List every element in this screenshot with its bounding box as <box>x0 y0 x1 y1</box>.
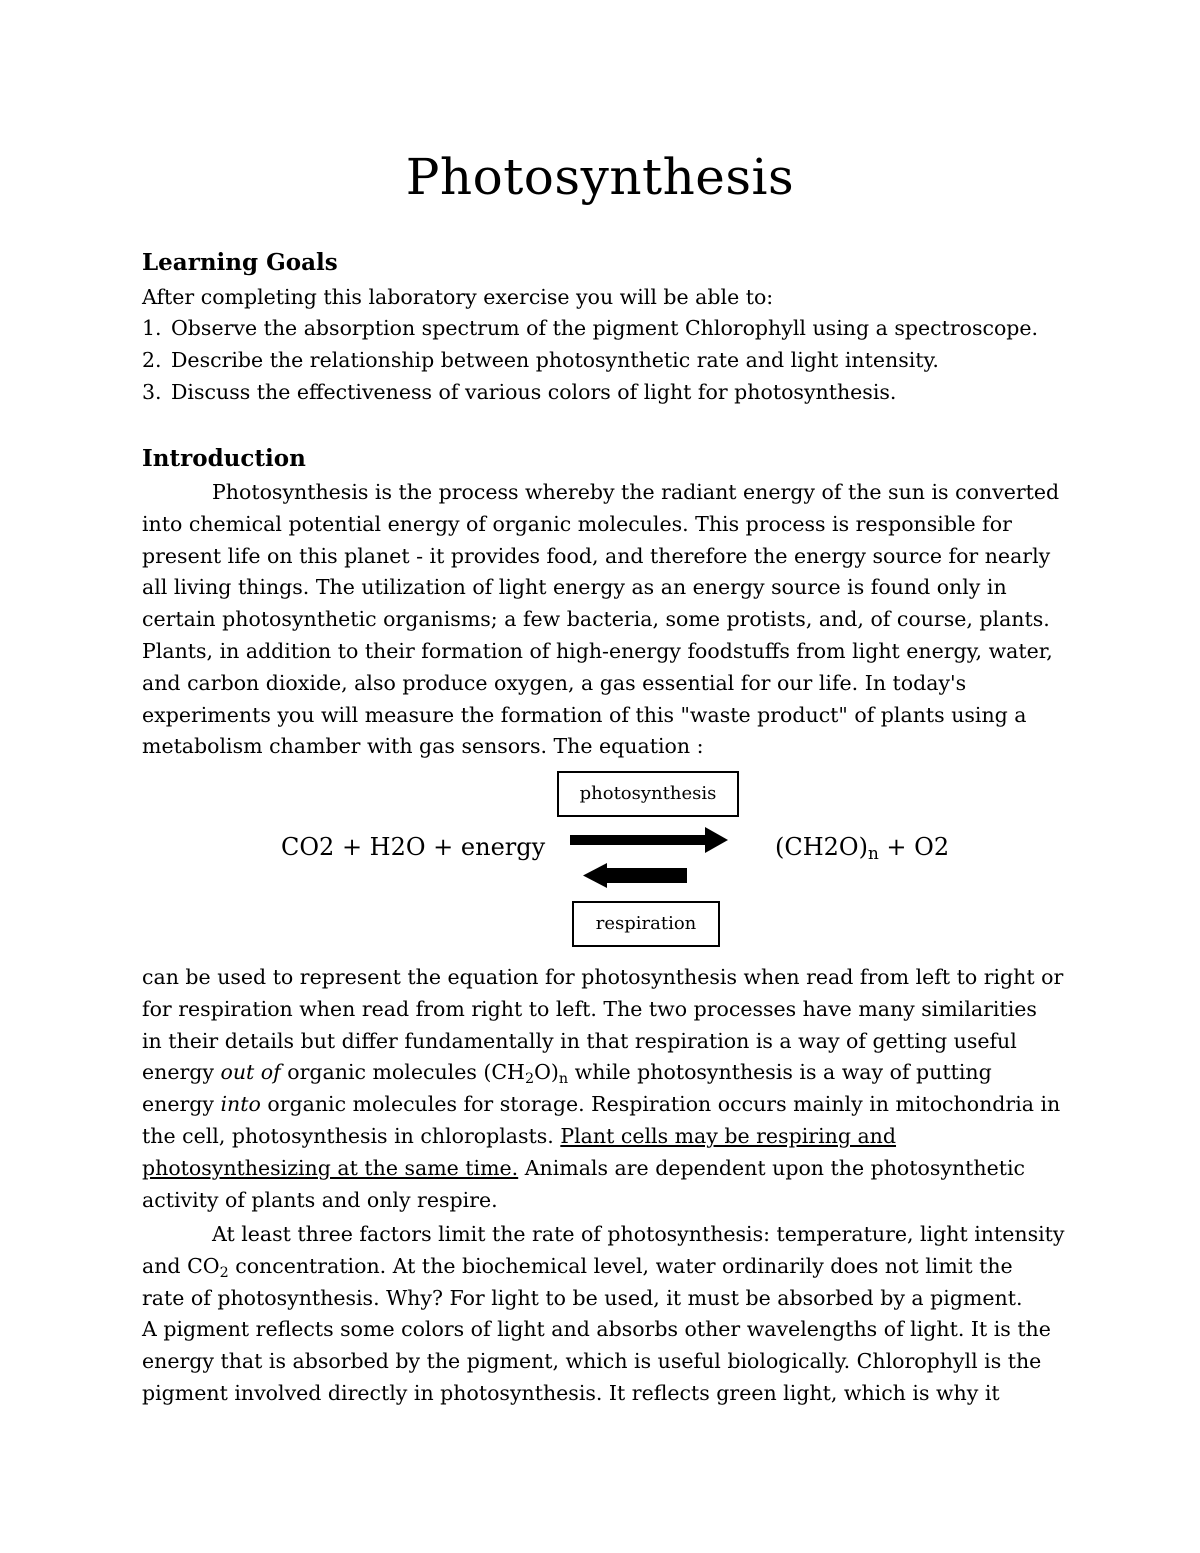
text-line <box>142 1153 1072 1185</box>
reaction-arrows <box>565 822 735 892</box>
subscript: n <box>558 1071 569 1088</box>
text-line <box>142 1057 1072 1089</box>
text-line: can be used to represent the equation for photosynthesis when read from left to right or <box>142 965 1064 989</box>
introduction-paragraph <box>142 477 1072 763</box>
text-line: rate of photosynthesis. Why? For light to be used, it must be absorbed by a pigment. <box>142 1285 1023 1310</box>
text-line: Plants, in addition to their formation of high-energy foodstuffs from light energy, water, <box>142 638 1053 663</box>
text-run: energy <box>142 1060 221 1085</box>
text-line: in their details but differ fundamentally in that respiration is a way of getting useful <box>142 1028 1017 1053</box>
list-text: Discuss the effectiveness of various colors of light for photosynthesis. <box>171 380 897 404</box>
text-run: and CO <box>142 1253 220 1278</box>
respiration-label-box <box>572 901 720 947</box>
text-line: experiments you will measure the formation of this "waste product" of plants using a <box>142 702 1027 727</box>
equation-products <box>775 830 949 864</box>
text-line <box>142 1089 1072 1121</box>
text-line: for respiration when read from right to left. The two processes have many similarities <box>142 996 1037 1021</box>
equation-product-tail: + O2 <box>878 833 950 861</box>
text-line: present life on this planet - it provides food, and therefore the energy source for nearly <box>142 543 1051 568</box>
text-run: organic molecules (CH <box>280 1060 525 1085</box>
limiting-factors-paragraph <box>142 1219 1072 1410</box>
text-line: pigment involved directly in photosynthesis. It reflects green light, which is why it <box>142 1380 1000 1405</box>
list-text: Describe the relationship between photosynthetic rate and light intensity. <box>171 348 939 372</box>
text-run: O) <box>534 1060 559 1085</box>
text-line: A pigment reflects some colors of light and absorbs other wavelengths of light. It is the <box>142 1317 1051 1342</box>
text-line: certain photosynthetic organisms; a few bacteria, some protists, and, of course, plants. <box>142 607 1050 632</box>
learning-goals-intro: After completing this laboratory exercise you will be able to: <box>142 285 774 309</box>
learning-goals-heading: Learning Goals <box>142 249 338 276</box>
text-line: metabolism chamber with gas sensors. The equation : <box>142 734 704 759</box>
text-run: concentration. At the biochemical level, water ordinarily does not limit the <box>228 1253 1013 1278</box>
underlined-text: Plant cells may be respiring and <box>560 1123 897 1148</box>
subscript: 2 <box>219 1264 229 1281</box>
text-run: the cell, photosynthesis in chloroplasts. <box>142 1123 561 1148</box>
italic-text: out of <box>220 1060 281 1085</box>
introduction-heading: Introduction <box>142 445 306 472</box>
list-text: Observe the absorption spectrum of the pigment Chlorophyll using a spectroscope. <box>171 316 1039 340</box>
list-number: 2. <box>142 348 162 372</box>
text-line: and carbon dioxide, also produce oxygen, a gas essential for our life. In today's <box>142 670 967 695</box>
text-line: Photosynthesis is the process whereby the radiant energy of the sun is converted <box>212 480 1060 504</box>
list-item <box>142 313 1038 345</box>
reverse-arrow-icon <box>583 863 687 888</box>
italic-text: into <box>220 1092 261 1117</box>
text-line: activity of plants and only respire. <box>142 1187 498 1212</box>
equation-product-formula: (CH2O) <box>775 833 868 861</box>
text-run: Animals are dependent upon the photosynthetic <box>518 1155 1025 1180</box>
text-run: organic molecules for storage. Respiration occurs mainly in mitochondria in <box>260 1092 1061 1117</box>
equation-reactants: CO2 + H2O + energy <box>281 833 546 861</box>
photosynthesis-label: photosynthesis <box>579 783 717 804</box>
subscript: 2 <box>524 1071 535 1088</box>
text-line: all living things. The utilization of light energy as an energy source is found only in <box>142 575 1007 600</box>
list-number: 1. <box>142 316 162 340</box>
list-number: 3. <box>142 380 162 404</box>
text-line <box>142 1121 1072 1153</box>
respiration-label: respiration <box>595 913 697 934</box>
list-item <box>142 377 896 409</box>
text-line: into chemical potential energy of organic molecules. This process is responsible for <box>142 511 1012 536</box>
text-run: energy <box>142 1092 221 1117</box>
text-line: At least three factors limit the rate of photosynthesis: temperature, light intensity <box>212 1222 1065 1246</box>
page-title: Photosynthesis <box>405 148 795 206</box>
equation-explanation-paragraph <box>142 962 1072 1216</box>
forward-arrow-icon <box>570 827 728 853</box>
underlined-text: photosynthesizing at the same time. <box>142 1155 519 1180</box>
text-line: energy that is absorbed by the pigment, which is useful biologically. Chlorophyll is the <box>142 1349 1042 1374</box>
text-run: while photosynthesis is a way of putting <box>568 1060 992 1085</box>
list-item <box>142 345 939 377</box>
text-line <box>142 1251 1072 1283</box>
equation-subscript: n <box>867 843 879 863</box>
photosynthesis-label-box <box>557 771 739 817</box>
